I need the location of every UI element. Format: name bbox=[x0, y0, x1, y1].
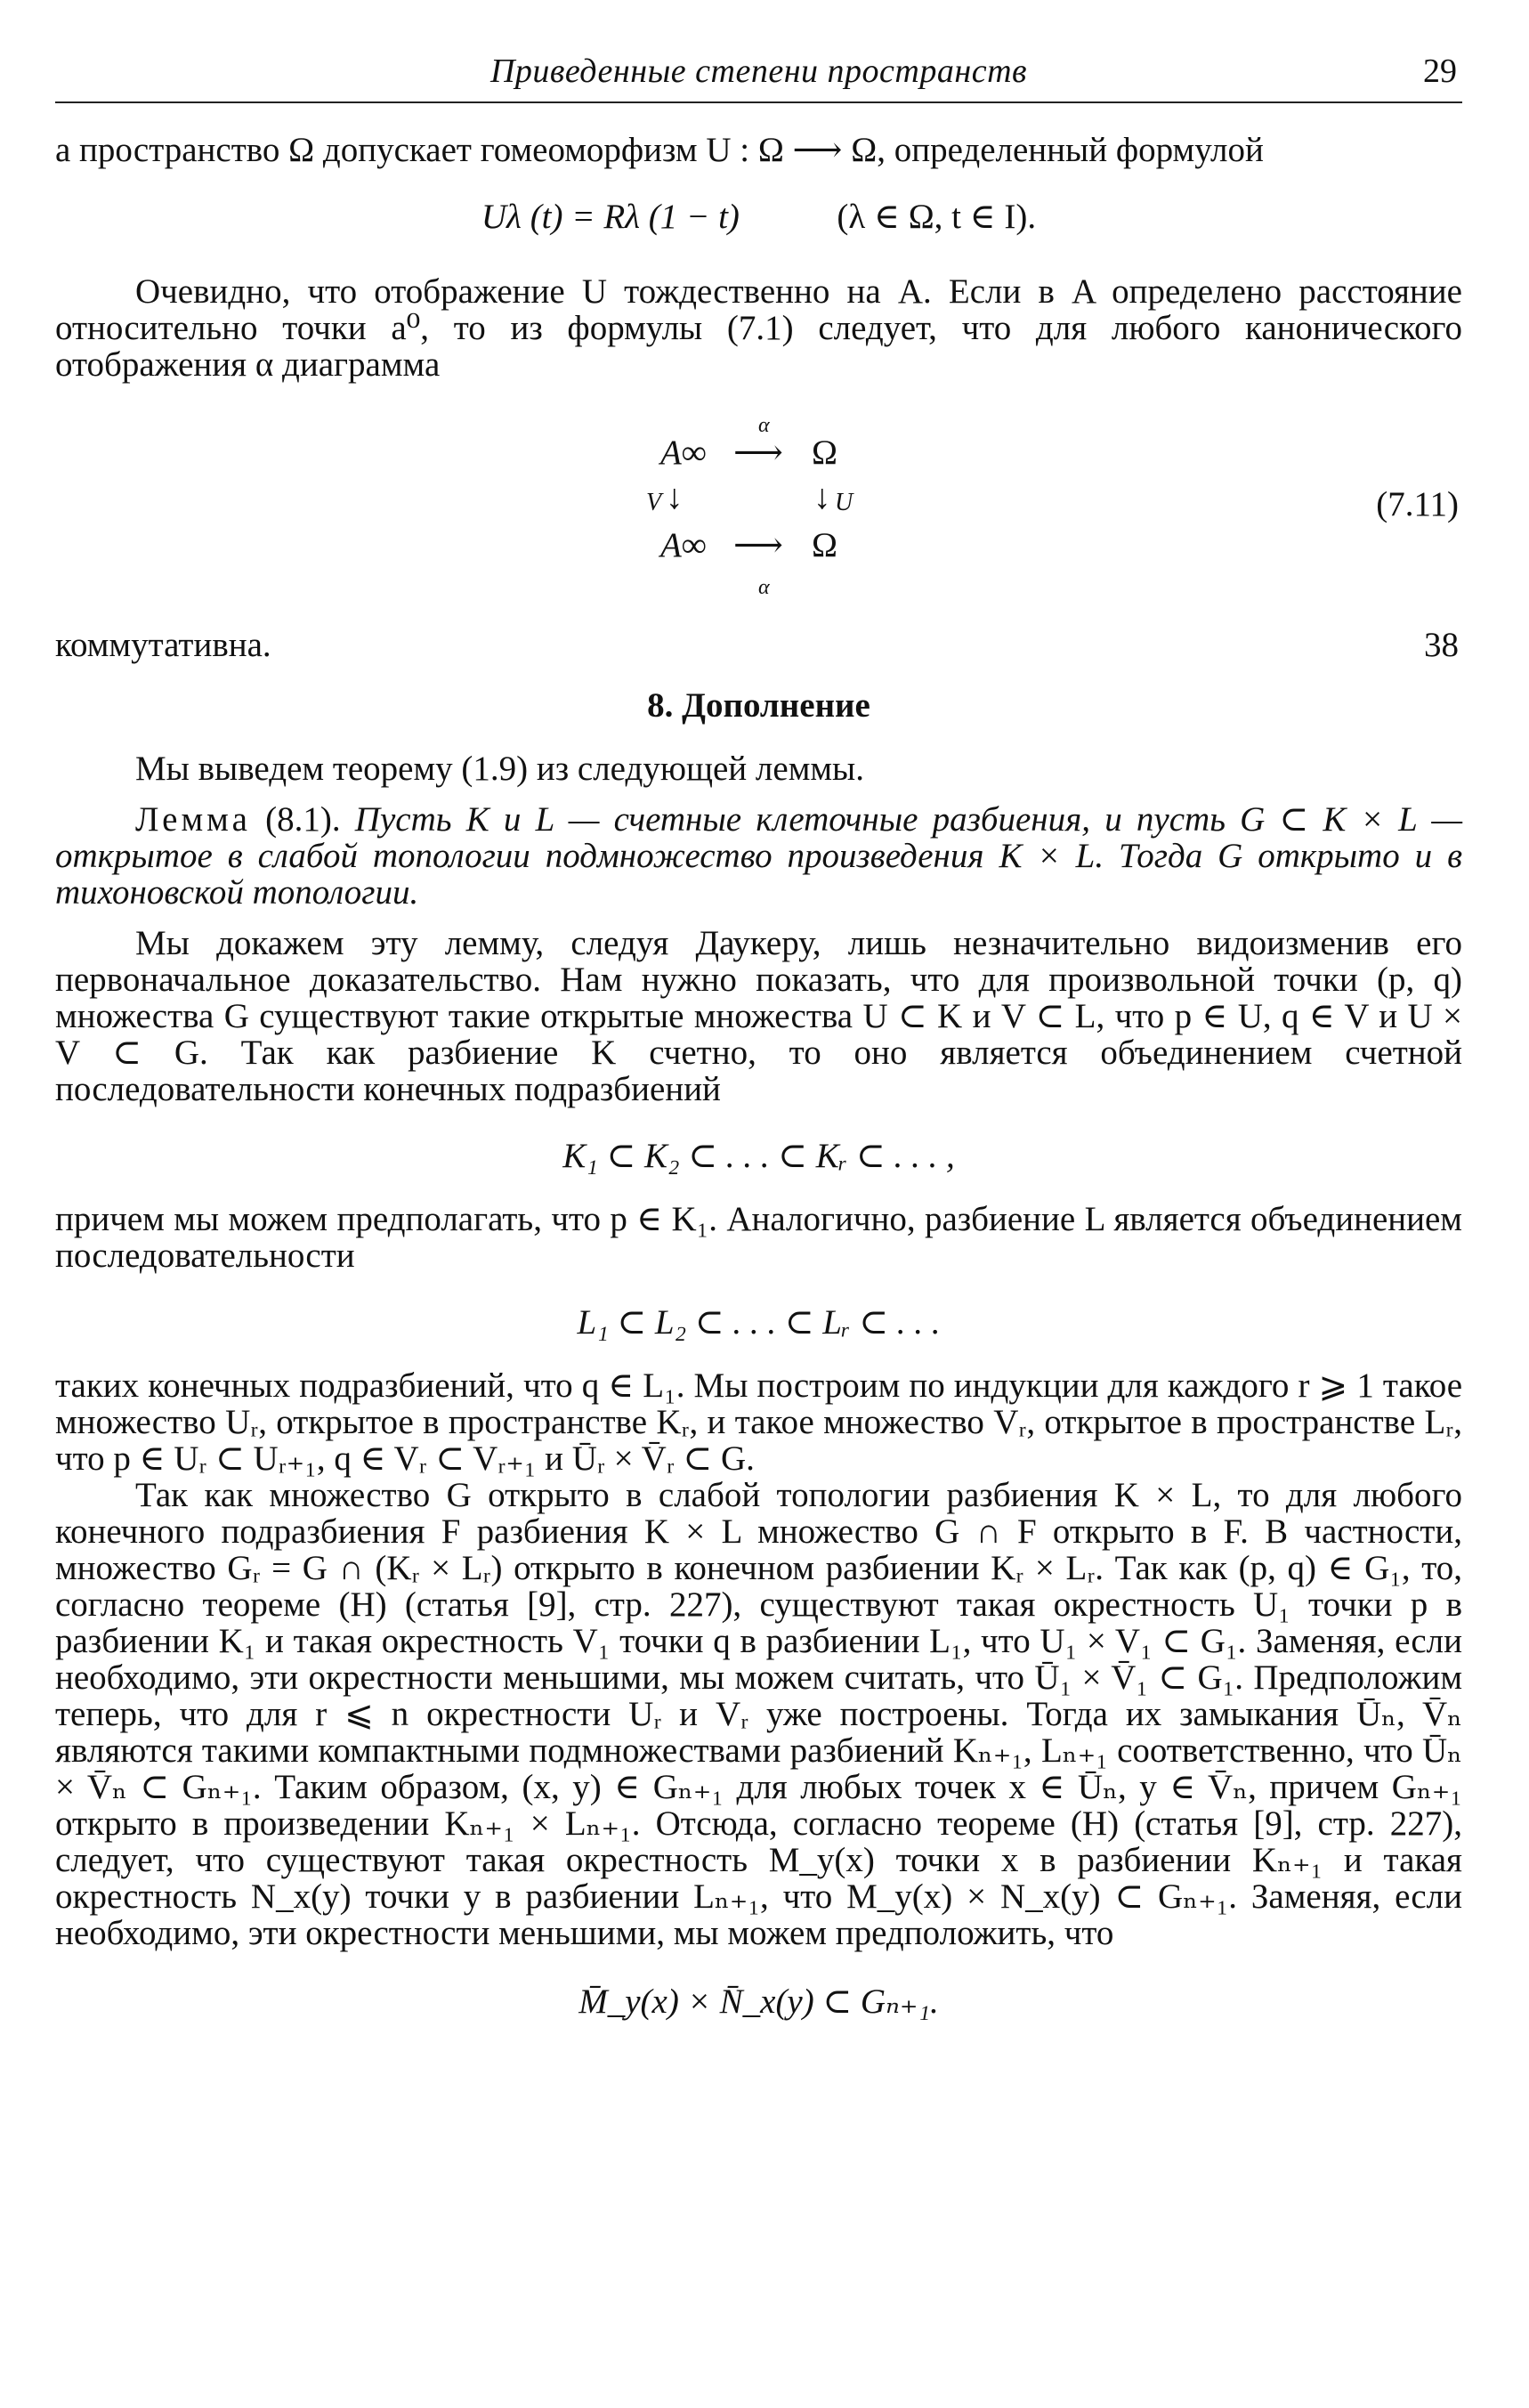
paragraph-main-proof: Так как множество G открыто в слабой топологии разбиения K × L, то для любого конечного подразбиения F разбиения K × L множество G ∩ F открыто в F. В частности, множество Gᵣ = G ∩ (Kᵣ × Lᵣ) открыто в конечном разбиении Kᵣ × Lᵣ. Так как (p, q) ∈ G₁, то, согласно теореме (H) (статья [9], стр. 227), существуют такая окрестность U₁ точки p в разбиении K₁ и такая окрестность V₁ точки q в разбиении L₁, что U₁ × V₁ ⊂ G₁. Заменяя, если необходимо, эти окрестности меньшими, мы можем считать, что Ū₁ × V̄₁ ⊂ G₁. Предположим теперь, что для r ⩽ n окрестности Uᵣ и Vᵣ уже построены. Тогда их замыкания Ūₙ, V̄ₙ являются такими компактными подмножествами разбиений Kₙ₊₁, Lₙ₊₁ соответственно, что Ūₙ × V̄ₙ ⊂ Gₙ₊₁. Таким образом, (x, y) ∈ Gₙ₊₁ для любых точек x ∈ Ūₙ, y ∈ V̄ₙ, причем Gₙ₊₁ открыто в произведении Kₙ₊₁ × Lₙ₊₁. Отсюда, согласно теореме (H) (статья [9], стр. 227), следует, что существуют такая окрестность M_y(x) точки x в разбиении Kₙ₊₁ и такая окрестность N_x(y) точки y в разбиении Lₙ₊₁, что M_y(x) × N_x(y) ⊂ Gₙ₊₁. Заменяя, если необходимо, эти окрестности меньшими, мы можем предположить, что bbox=[55, 1476, 1462, 1952]
paragraph-intro: Мы выведем теорему (1.9) из следующей леммы. bbox=[135, 750, 864, 788]
diagram-top-arrow: ⟶ bbox=[733, 434, 783, 472]
diagram-bottom-left: A∞ bbox=[660, 526, 707, 564]
diagram-top-arrow-label: α bbox=[758, 414, 770, 437]
paragraph-proof-start: Мы докажем эту лемму, следуя Даукеру, лишь незначительно видоизменив его первоначальное доказательство. Нам нужно показать, что для произвольной точки (p, q) множества G существуют такие открытые множества U ⊂ K и V ⊂ L, что p ∈ U, q ∈ V и U × V ⊂ G. Так как разбиение K счетно, то оно является объединением счетной последовательности конечных подразбиений bbox=[55, 924, 1462, 1108]
running-title: Приведенные степени пространств bbox=[489, 53, 1028, 90]
formula-homeomorphism-condition: (λ ∈ Ω, t ∈ I). bbox=[837, 198, 1037, 236]
commutative-text: коммутативна. bbox=[55, 626, 271, 664]
running-head bbox=[55, 52, 1462, 103]
commutative-diagram bbox=[55, 408, 1462, 611]
diagram-bottom-arrow-label: α bbox=[758, 576, 770, 599]
diagram-bottom-right: Ω bbox=[812, 526, 837, 564]
diagram-bottom-arrow: ⟶ bbox=[733, 526, 783, 564]
paragraph-induction: таких конечных подразбиений, что q ∈ L₁. Мы построим по индукции для каждого r ⩾ 1 такое множество Uᵣ, открытое в пространстве Kᵣ, и такое множество Vᵣ, открытое в пространстве Lᵣ, что p ∈ Uᵣ ⊂ Uᵣ₊₁, q ∈ Vᵣ ⊂ Vᵣ₊₁ и Ūᵣ × V̄ᵣ ⊂ G. bbox=[55, 1366, 1462, 1478]
paragraph-analogous: причем мы можем предполагать, что p ∈ K₁. Аналогично, разбиение L является объединением последовательности bbox=[55, 1200, 1462, 1275]
lemma bbox=[55, 801, 1462, 911]
formula-final: M̄_y(x) × N̄_x(y) ⊂ Gₙ₊₁. bbox=[578, 1982, 939, 2021]
diagram-top-right: Ω bbox=[812, 434, 837, 472]
lemma-number: (8.1). bbox=[265, 800, 341, 839]
diagram-left-arrow: ↓ bbox=[666, 478, 684, 516]
diagram-right-arrow-label: U bbox=[835, 489, 853, 516]
formula-homeomorphism-lhs: Uλ (t) = Rλ (1 − t) bbox=[481, 198, 740, 236]
end-marker: 38 bbox=[1424, 626, 1459, 664]
equation-number: (7.11) bbox=[1376, 485, 1459, 523]
lemma-label: Лемма bbox=[135, 800, 251, 839]
formula-l-sequence: L₁ ⊂ L₂ ⊂ . . . ⊂ Lᵣ ⊂ . . . bbox=[577, 1303, 941, 1342]
diagram-right-arrow: ↓ bbox=[813, 478, 831, 516]
formula-k-sequence: K₁ ⊂ K₂ ⊂ . . . ⊂ Kᵣ ⊂ . . . , bbox=[562, 1137, 955, 1175]
paragraph-homeomorphism: а пространство Ω допускает гомеоморфизм U : Ω ⟶ Ω, определенный формулой bbox=[55, 131, 1264, 169]
formula-homeomorphism bbox=[55, 188, 1462, 250]
diagram-top-left: A∞ bbox=[660, 434, 707, 472]
section-title: 8. Дополнение bbox=[647, 686, 870, 725]
diagram-body bbox=[646, 408, 945, 611]
commutative-line bbox=[55, 627, 1462, 668]
lemma-statement: Пусть K и L — счетные клеточные разбиения, и пусть G ⊂ K × L — открытое в слабой топологии подмножество произведения K × L. Тогда G открыто и в тихоновской топологии. bbox=[55, 800, 1462, 912]
page-number: 29 bbox=[1423, 53, 1457, 90]
body-text bbox=[55, 132, 1462, 2020]
paragraph-identity-map: Очевидно, что отображение U тождественно на A. Если в A определено расстояние относительно точки a⁰, то из формулы (7.1) следует, что для любого канонического отображения α диаграмма bbox=[55, 272, 1462, 384]
diagram-left-arrow-label: V bbox=[646, 489, 662, 516]
